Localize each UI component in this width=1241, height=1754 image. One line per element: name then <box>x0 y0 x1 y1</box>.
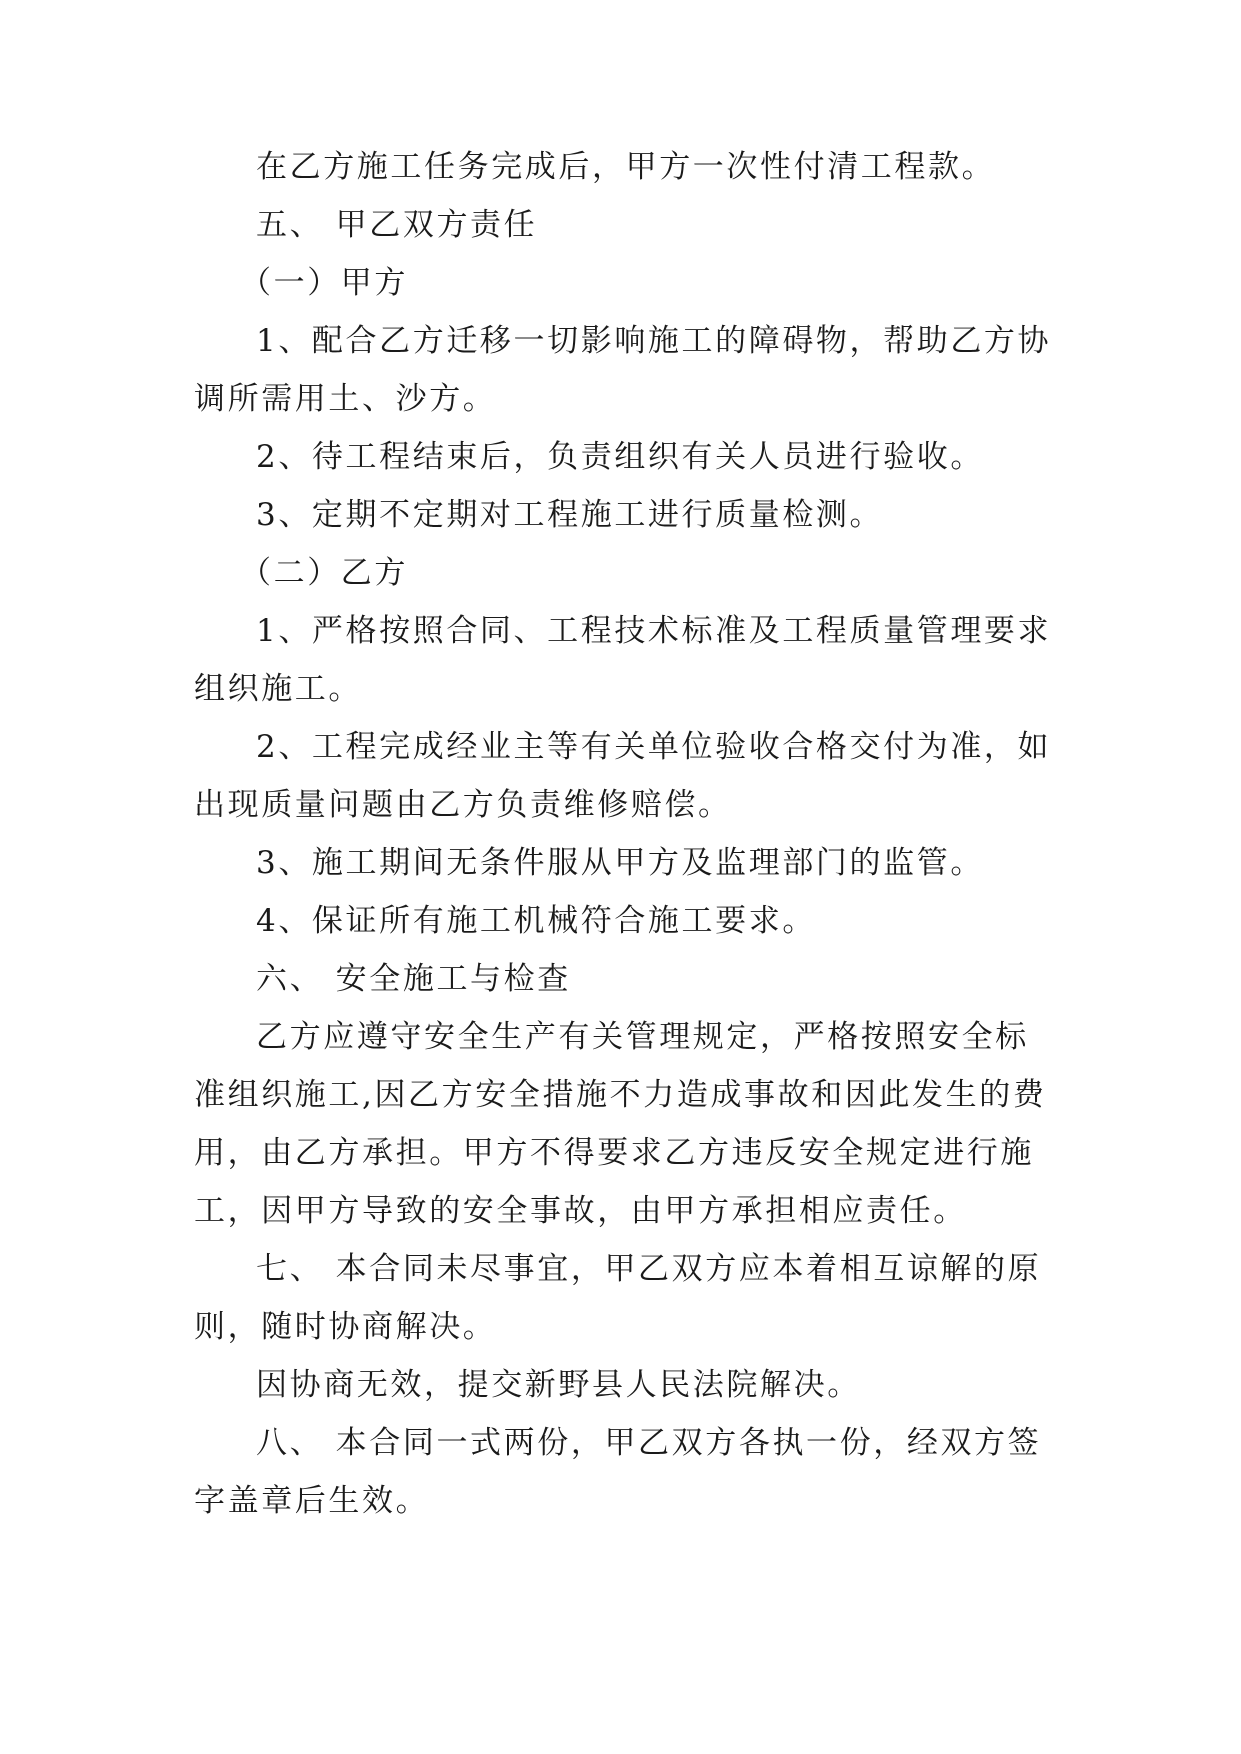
party-b-item-3: 3、施工期间无条件服从甲方及监理部门的监管。 <box>256 845 984 881</box>
section-5-heading: 五、 甲乙双方责任 <box>256 207 538 243</box>
dispute-paragraph: 因协商无效，提交新野县人民法院解决。 <box>256 1367 861 1403</box>
party-a-item-1: 1、配合乙方迁移一切影响施工的障碍物，帮助乙方协调所需用土、沙方。 <box>194 323 1052 417</box>
party-b-item-2: 2、工程完成经业主等有关单位验收合格交付为准，如出现质量问题由乙方负责维修赔偿。 <box>194 729 1052 823</box>
party-b-item-4: 4、保证所有施工机械符合施工要求。 <box>256 903 816 939</box>
section-8-paragraph: 八、 本合同一式两份，甲乙双方各执一份，经双方签字盖章后生效。 <box>194 1425 1042 1519</box>
party-a-subheading: （一）甲方 <box>240 265 408 301</box>
payment-paragraph: 在乙方施工任务完成后，甲方一次性付清工程款。 <box>256 149 996 185</box>
safety-paragraph: 乙方应遵守安全生产有关管理规定，严格按照安全标准组织施工,因乙方安全措施不力造成事故和因此发生的费用，由乙方承担。甲方不得要求乙方违反安全规定进行施工，因甲方导致的安全事故，由甲方承担相应责任。 <box>194 1019 1047 1229</box>
section-6-heading: 六、 安全施工与检查 <box>256 961 571 997</box>
party-b-item-1: 1、严格按照合同、工程技术标准及工程质量管理要求组织施工。 <box>194 613 1052 707</box>
section-7-paragraph: 七、 本合同未尽事宜，甲乙双方应本着相互谅解的原则，随时协商解决。 <box>194 1251 1042 1345</box>
party-a-item-3: 3、定期不定期对工程施工进行质量检测。 <box>256 497 884 533</box>
party-b-subheading: （二）乙方 <box>240 555 408 591</box>
party-a-item-2: 2、待工程结束后，负责组织有关人员进行验收。 <box>256 439 984 475</box>
